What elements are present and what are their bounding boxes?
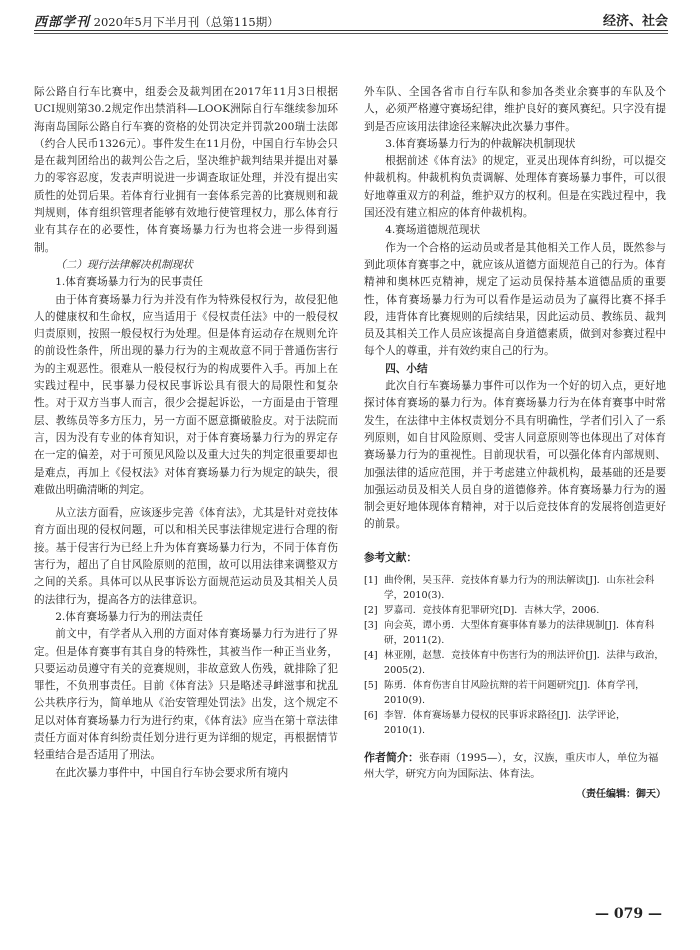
section-heading: （二）现行法律解决机制现状 — [55, 258, 193, 271]
right-column — [364, 84, 666, 803]
reference-item — [364, 573, 666, 603]
reference-text: 曲伶俐，吴玉萍．竞技体育暴力行为的刑法解读[J]．山东社会科学，2010(3). — [384, 575, 655, 602]
paragraph: 际公路自行车比赛中，组委会及裁判团在2017年11月3日根据UCI规则第30.2规定作出禁消科—LOOK洲际自行车继续参加环海南岛国际公路自行车赛的资格的处罚决定并罚款200瑞士法郎（约合人民币1326元）。事件发生在11月份，中国自行车协会只是在裁判团给出的裁判公告之后，坚决维护裁判结果并提出对暴力的零容忍度，发表声明说进一步调查取证处理，并没有提出实质性的处罚后果。若体育行业拥有一套体系完善的比赛规则和裁判规则，体育组织管理者能够有效地行使管理权力，那么体育行业有其存在的必要性，体育赛场暴力行为也将会进一步得到遏制。 — [34, 86, 338, 254]
paragraph: 从立法方面看，应该逐步完善《体育法》，尤其是针对竞技体育方面出现的侵权问题，可以和相关民事法律规定进行合理的衔接。基于侵害行为已经上升为体育赛场暴力行为，不同于体育伤害行为，超出了自甘风险原则的范围，故可以用法律来调整双方之间的关系。具体可以从民事诉讼方面规范运动员及其相关人员的法律行为，提高各方的法律意识。 — [34, 507, 338, 606]
journal-brand: 西部学刊 — [34, 15, 91, 30]
left-column — [34, 84, 338, 782]
reference-item — [364, 648, 666, 678]
paragraph: 此次自行车赛场暴力事件可以作为一个好的切入点，更好地探讨体育赛场的暴力行为。体育赛场暴力行为在体育赛事中时常发生，在法律中主体权责划分不具有明确性，学者们引入了一系列原则，如自甘风险原则、受害人同意原则等也体现出了对体育赛场暴力行为的重视性。目前现状看，可以强化体育内部规则、加强法律的适应范围，并于考虑建立仲裁机构，最基础的还是要加强运动员及相关人员自身的道德修养。体育赛场暴力行为的遏制会更好地体现体育精神，对于以后竞技体育的发展将创造更好的前景。 — [364, 380, 666, 531]
reference-text: 林亚刚，赵慧．竞技体育中伤害行为的刑法评价[J]．法律与政治，2005(2). — [384, 650, 664, 677]
header-rule — [34, 30, 668, 31]
journal-masthead — [34, 11, 279, 30]
paragraph: 由于体育赛场暴力行为并没有作为特殊侵权行为，故侵犯他人的健康权和生命权，应当适用于《侵权责任法》中的一般侵权归责原则，按照一般侵权行为处理。但是体育运动存在规则允许的前设性条件，所出现的暴力行为的主观故意不同于普通伤害行为的主观恶性。很难从一般侵权行为的构成要件入手。再加上在实践过程中，民事暴力侵权民事诉讼具有很大的局限性和复杂性。对于双方当事人而言，很少会提起诉讼，一方面是由于管理层、教练员等多方压力，另一方面不愿意撕破脸皮。对于法院而言，因为没有专业的体育知识，对于体育赛场暴力行为的界定存在一定的偏差，对于可预见风险以及重大过失的判定很重要却也是难点，再加上《侵权法》对体育赛场暴力行为规定的缺失，很难做出明确清晰的判定。 — [34, 293, 338, 496]
references-list — [364, 573, 666, 738]
paragraph: 在此次暴力事件中，中国自行车协会要求所有境内 — [55, 766, 289, 779]
author-text: 张春雨（1995—），女，汉族，重庆市人，单位为福州大学，研究方向为国际法、体育法。 — [364, 752, 659, 781]
header-rule-thin — [34, 33, 668, 34]
paragraph: 根据前述《体育法》的规定，亚灵出现体育纠纷，可以提交仲裁机构。仲裁机构负责调解、处理体育赛场暴力事件，可以很好地尊重双方的利益，维护双方的权利。但是在实践过程中，我国还没有建立相应的体育仲裁机构。 — [364, 155, 666, 220]
reference-item — [364, 603, 666, 618]
reference-item — [364, 678, 666, 708]
page-header — [34, 8, 668, 30]
reference-number: [5] — [364, 680, 378, 692]
reference-item — [364, 708, 666, 738]
reference-text: 罗嘉司．竞技体育犯罪研究[D]．吉林大学，2006. — [384, 605, 600, 617]
subsection-heading: 4.赛场道德规范现状 — [385, 224, 481, 237]
reference-number: [6] — [364, 710, 378, 722]
reference-item — [364, 618, 666, 648]
reference-number: [1] — [364, 575, 378, 587]
section-heading: 四、小结 — [385, 362, 428, 375]
paragraph: 前文中，有学者从入刑的方面对体育赛场暴力行为进行了界定。但是体育赛事有其自身的特殊性，其被当作一种正当业务，只要运动员遵守有关的竞赛规则，非故意致人伤残，就排除了犯罪性，不负刑事责任。目前《体育法》只是略述寻衅滋事和扰乱公共秩序行为，简单地从《治安管理处罚法》出发，这个规定不足以对体育赛场暴力行为进行约束，《体育法》应当在第十章法律责任方面对体育纠纷责任划分进行更为详细的规定，再根据情节轻重结合是否适用了刑法。 — [34, 628, 338, 762]
paragraph: 作为一个合格的运动员或者是其他相关工作人员，既然参与到此项体育赛事之中，就应该从道德方面规范自己的行为。体育精神和奥林匹克精神，规定了运动员保持基本道德品质的重要性，体育赛场暴力行为可以看作是运动员为了赢得比赛不择手段，违背体育比赛规则的后续结果，因此运动员、教练员、裁判员及其相关工作人员应该提高自身道德素质，做到对参赛过程中每个人的尊重，并有效约束自己的行为。 — [364, 241, 666, 358]
references-title: 参考文献： — [364, 551, 417, 564]
subsection-heading: 3.体育赛场暴力行为的仲裁解决机制现状 — [385, 137, 576, 150]
reference-number: [4] — [364, 650, 378, 662]
page-number: — 079 — — [595, 906, 662, 922]
editor-credit: （责任编辑：御天） — [576, 789, 666, 801]
reference-text: 向会英，谭小勇．大型体育赛事体育暴力的法律规制[J]．体育科研，2011(2). — [384, 620, 655, 647]
subsection-heading: 1.体育赛场暴力行为的民事责任 — [55, 276, 204, 289]
issue-label: 2020年5月下半月刊（总第115期） — [93, 15, 279, 29]
reference-text: 李智．体育赛场暴力侵权的民事诉求路径[J]．法学评论，2010(1). — [384, 710, 626, 737]
author-bio — [364, 750, 666, 782]
reference-number: [2] — [364, 605, 378, 617]
section-label: 经济、社会 — [602, 14, 668, 29]
reference-text: 陈勇．体育伤害自甘风险抗辩的若干问题研究[J]．体育学刊，2010(9). — [384, 680, 645, 707]
paragraph: 外车队、全国各省市自行车队和参加各类业余赛事的车队及个人，必须严格遵守赛场纪律，维护良好的赛风赛纪。只字没有提到是否应该用法律途径来解决此次暴力事件。 — [364, 86, 666, 133]
author-label: 作者简介： — [364, 751, 419, 765]
subsection-heading: 2.体育赛场暴力行为的刑法责任 — [55, 610, 204, 623]
reference-number: [3] — [364, 620, 378, 632]
